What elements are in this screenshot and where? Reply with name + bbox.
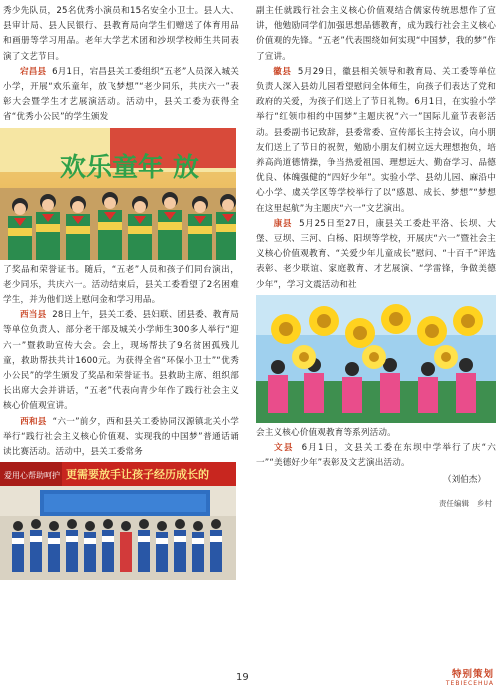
paragraph-text: 6月1日，文县关工委在东坝中学举行了庆“六一”“美德好少年”表彰及文艺演出活动。 [256,443,496,469]
photo-banner-text: 欢乐童年 放 [60,152,200,183]
paragraph-text: “六一”前夕，西和县关工委协同汉源镇北关小学举行“践行社会主义核心价值观、实现我的中国梦”普通话诵读比赛活动。活动中，县关工委常务 [3,416,239,458]
paragraph-text: 5月29日，徽县相关领导和教育局、关工委等单位负责人深入县幼儿园看望慰问全体师生，向孩子们表达了党和政府的关爱，为孩子们送上了节日礼物。6月1日，在实验小学举行“红领巾相约中国梦”主题庆祝“六一”国际儿童节表彰活动。县委副书记致辞，县委常委、宣传部长主持会议，向小朋友们送上了节日的祝贺，勉励小朋友们树立远大理想抱负，培养高尚道德情操，争当热爱祖国、理想远大、勤奋学习、品德优良、体魄强健的“四好少年”。实验小学、县幼儿园、麻沿中心小学、虞关学区等学校举行了以“感恩、成长、梦想”“梦想在这里起航”为主题庆“六一”文艺演出。 [256,66,497,214]
photo-banner-text: 更需要放手让孩子经历成长的 [66,468,209,482]
left-paragraph-4 [3,308,239,414]
county-name: 文县 [273,443,294,454]
right-column [256,4,496,509]
responsible-editor: 责任编辑 乡村 [438,499,492,509]
left-column [3,4,239,583]
right-paragraph-5 [256,441,496,471]
left-paragraph-2 [3,65,239,126]
left-paragraph-5 [3,415,239,461]
paragraph-text: 5月25日至27日，康县关工委赴平洛、长坝、大堡、豆坝、三河、白杨、阳坝等学校，开展庆“六一”暨社会主义核心价值观教育、“关爱少年儿童成长”慰问、“十百千”评选表彰、老少联谊、家庭教育、才艺展演、“学雷锋，争做美德少年”，学习文震活动和社 [256,218,496,290]
right-paragraph-4: 会主义核心价值观教育等系列活动。 [256,427,396,438]
county-name: 西当县 [20,310,47,321]
author-signature: （刘伯杰） [443,475,486,486]
county-name: 徽县 [273,66,292,77]
photo-sunflower-children [256,295,496,423]
page-number: 19 [236,672,249,683]
photo-children-stage [0,128,236,260]
photo-students-group [0,462,236,580]
county-name: 西和县 [20,416,47,427]
photo-banner-left-text: 爱用心帮助呵护 [4,471,60,481]
county-name: 宕昌县 [20,66,47,77]
paragraph-text: 28日上午，县关工委、县妇联、团县委、教育局等单位负责人、部分老干部及城关小学师生300多人举行“迎六一”暨救助宣传大会。会上，现场帮扶了9名贫困孤残儿童，救助帮扶共计1600元。为获得全省“环保小卫士”“优秀小公民”的学生颁发了奖品和荣誉证书。县救助主席、组织部长出席大会并讲话，“五老”代表向青少年作了践行社会主义核心价值观宣讲。 [3,310,240,412]
photo-children-stage-image [0,128,236,260]
right-paragraph-1: 副主任就践行社会主义核心价值观结合儒家传统思想作了宣讲，他勉励同学们加强思想品德教育，成为践行社会主义核心价值观的先锋。“五老”代表围绕如何实现“中国梦，我的梦”作了宣讲。 [256,6,496,62]
section-brand-cn: 特别策划 [451,669,494,680]
county-name: 康县 [273,218,293,229]
right-paragraph-3 [256,217,496,293]
photo-students-group-image [0,462,236,580]
left-paragraph-1: 秀少先队员，25名优秀小演员和15名安全小卫士。县人大、县审计局、县人民银行、县教育局向学生们赠送了体育用品和画册等学习用品。老年大学艺术团和沙坝学校师生共同表演了文艺节目。 [3,6,239,62]
photo-sunflower-children-image [256,295,496,423]
section-brand [446,666,494,687]
section-brand-en: TEBIECEHUA [445,680,494,687]
right-paragraph-2 [256,65,496,217]
left-paragraph-3: 了奖品和荣誉证书。随后，“五老”人员和孩子们同台演出，老少同乐，共庆六一。活动结束后，县关工委看望了2名困难学生，并为他们送上慰问金和学习用品。 [3,264,239,306]
paragraph-text: 6月1日，宕昌县关工委组织“五老”人员深入城关小学，开展“欢乐童年，放飞梦想”“老少同乐，共庆六一”表彰大会暨学生才艺展演活动。活动中，县关工委为获得全省“优秀小公民”的学生颁发 [3,66,239,123]
